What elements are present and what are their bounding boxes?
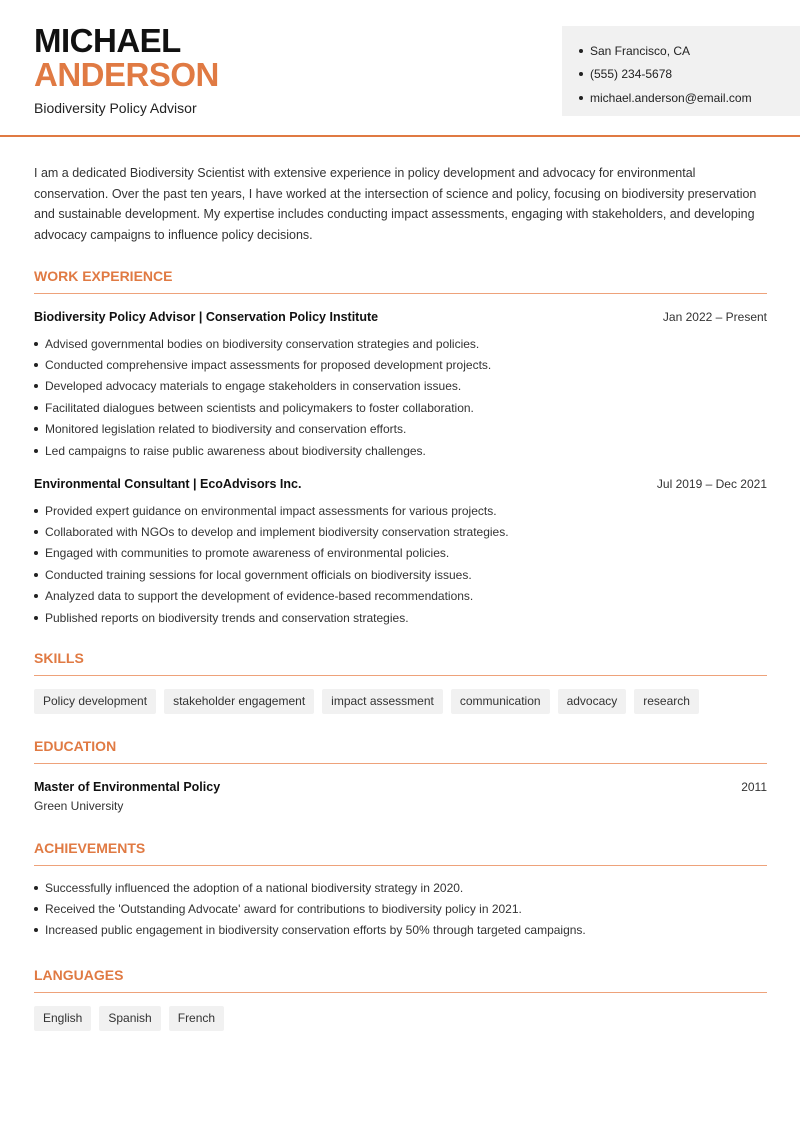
bullet-icon (34, 342, 38, 346)
list-item: Collaborated with NGOs to develop and implement biodiversity conservation strategies. (34, 521, 767, 542)
list-item: Published reports on biodiversity trends and conservation strategies. (34, 607, 767, 628)
job-title: Biodiversity Policy Advisor | Conservation Policy Institute (34, 310, 379, 324)
bullet-icon (34, 530, 38, 534)
contact-email: michael.anderson@email.com (579, 86, 800, 110)
list-item: Facilitated dialogues between scientists and policymakers to foster collaboration. (34, 397, 767, 418)
skills-tags (34, 689, 707, 714)
education-heading: EDUCATION (34, 738, 767, 764)
job-title: Environmental Consultant | EcoAdvisors Inc. (34, 477, 302, 491)
bullet-icon (579, 72, 583, 76)
bullet-icon (34, 406, 38, 410)
job-dates: Jul 2019 – Dec 2021 (656, 477, 767, 491)
language-tag: French (169, 1006, 224, 1031)
list-item: Developed advocacy materials to engage stakeholders in conservation issues. (34, 376, 767, 397)
language-tag: English (34, 1006, 91, 1031)
degree: Master of Environmental Policy (34, 780, 221, 794)
list-item: Conducted comprehensive impact assessments for proposed development projects. (34, 354, 767, 375)
skill-tag: stakeholder engagement (164, 689, 314, 714)
contact-phone: (555) 234-5678 (579, 63, 800, 87)
bullet-icon (34, 616, 38, 620)
job-entry (34, 474, 767, 628)
list-item: Monitored legislation related to biodiversity and conservation efforts. (34, 419, 767, 440)
skill-tag: impact assessment (322, 689, 443, 714)
list-item: Provided expert guidance on environmental impact assessments for various projects. (34, 500, 767, 521)
bullet-icon (34, 886, 38, 890)
skill-tag: Policy development (34, 689, 156, 714)
list-item: Engaged with communities to promote awareness of environmental policies. (34, 543, 767, 564)
contact-location: San Francisco, CA (579, 39, 800, 63)
list-item: Analyzed data to support the development of evidence-based recommendations. (34, 586, 767, 607)
bullet-icon (34, 928, 38, 932)
summary: I am a dedicated Biodiversity Scientist with extensive experience in policy development and advocacy for environmental conservation. Over the past ten years, I have worked at the intersection of science and policy, focusing on biodiversity preservation and sustainable development. My expertise includes conducting impact assessments, engaging with stakeholders, and developing advocacy campaigns to influence policy decisions. (34, 166, 757, 242)
list-item: Successfully influenced the adoption of a national biodiversity strategy in 2020. (34, 877, 767, 898)
bullet-icon (34, 384, 38, 388)
bullet-icon (34, 573, 38, 577)
graduation-year: 2011 (741, 780, 767, 794)
resume-header (0, 0, 800, 137)
list-item: Advised governmental bodies on biodiversity conservation strategies and policies. (34, 333, 767, 354)
education-entry (34, 778, 767, 813)
bullet-icon (34, 509, 38, 513)
contact-box (562, 26, 800, 116)
bullet-icon (34, 594, 38, 598)
role-title: Biodiversity Policy Advisor (34, 100, 197, 116)
list-item: Increased public engagement in biodiversity conservation efforts by 50% through targeted campaigns. (34, 920, 767, 941)
skill-tag: communication (451, 689, 550, 714)
last-name: ANDERSON (34, 56, 219, 93)
bullet-icon (579, 49, 583, 53)
language-tag: Spanish (99, 1006, 160, 1031)
bullet-icon (34, 427, 38, 431)
list-item: Received the 'Outstanding Advocate' award for contributions to biodiversity policy in 2021. (34, 898, 767, 919)
achievements-heading: ACHIEVEMENTS (34, 840, 767, 866)
job-entry (34, 307, 767, 461)
list-item: Conducted training sessions for local government officials on biodiversity issues. (34, 564, 767, 585)
bullet-icon (34, 907, 38, 911)
skill-tag: research (634, 689, 699, 714)
bullet-icon (34, 363, 38, 367)
work-experience-heading: WORK EXPERIENCE (34, 268, 767, 294)
job-dates: Jan 2022 – Present (662, 310, 767, 324)
skill-tag: advocacy (558, 689, 627, 714)
bullet-icon (579, 96, 583, 100)
achievements-list (34, 877, 767, 941)
school: Green University (34, 799, 124, 813)
language-tags (34, 1006, 232, 1031)
bullet-icon (34, 551, 38, 555)
skills-heading: SKILLS (34, 650, 767, 676)
list-item: Led campaigns to raise public awareness about biodiversity challenges. (34, 440, 767, 461)
first-name: MICHAEL (34, 22, 181, 59)
languages-heading: LANGUAGES (34, 967, 767, 993)
bullet-icon (34, 449, 38, 453)
